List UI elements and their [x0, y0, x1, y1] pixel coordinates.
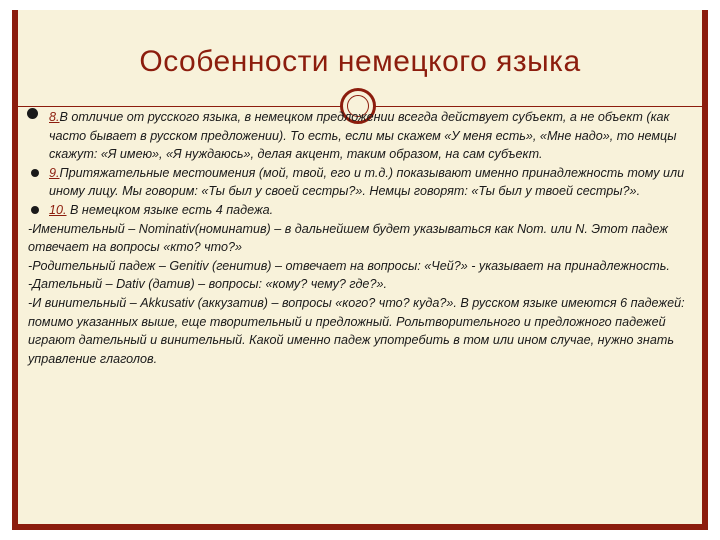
- paragraph-genitiv: -Родительный падеж – Genitiv (генитив) – отвечает на вопросы: «Чей?» - указывает на принадлежность.: [28, 258, 670, 273]
- item-number: 8.: [49, 110, 60, 124]
- list-item: [30, 164, 700, 201]
- list-item: [30, 201, 700, 220]
- bullet-icon: [31, 206, 39, 214]
- item-text: В отличие от русского языка, в немецком предложении всегда действует субъект, а не объект (как часто бывает в русском предложении). То есть, если мы скажем «У меня есть», «Мне надо», то немцы скажут: «Я имею», «Я нуждаюсь», делая акцент, таким образом, на сам субъект.: [49, 110, 677, 162]
- slide-border-right: [702, 10, 708, 530]
- item-text: В немецком языке есть 4 падежа.: [66, 202, 274, 217]
- slide-title: Особенности немецкого языка: [139, 45, 581, 78]
- bullet-icon: [27, 108, 38, 119]
- paragraph-dativ: -Дательный – Dativ (датив) – вопросы: «кому? чему? где?».: [28, 277, 387, 292]
- item-number: 9.: [49, 165, 60, 180]
- item-text: Притяжательные местоимения (мой, твой, его и т.д.) показывают именно принадлежность тому или иному лицу. Мы говорим: «Ты был у своей сестры?». Немцы говорят: «Ты был у твоей сестры?».: [49, 165, 685, 199]
- item-number: 10.: [49, 202, 67, 217]
- slide-body: [30, 108, 700, 368]
- paragraph-akkusativ: -И винительный – Akkusativ (аккузатив) – вопросы «кого? что? куда?». В русском языке имеются 6 падежей: помимо указанных выше, еще творительный и предложный. Рольтворительного и предложного падежей играют дательный и винительный. Какой именно падеж употребить в том или ином случае, нужно знать управление глаголов.: [28, 295, 685, 366]
- slide-border-left: [12, 10, 18, 530]
- slide-border-bottom: [12, 524, 708, 530]
- paragraph-nominativ: -Именительный – Nominativ(номинатив) – в дальнейшем будет указываться как Nom. или N. Этот падеж отвечает на вопросы «кто? что?»: [28, 221, 668, 255]
- bullet-icon: [31, 169, 39, 177]
- list-item: [30, 108, 700, 164]
